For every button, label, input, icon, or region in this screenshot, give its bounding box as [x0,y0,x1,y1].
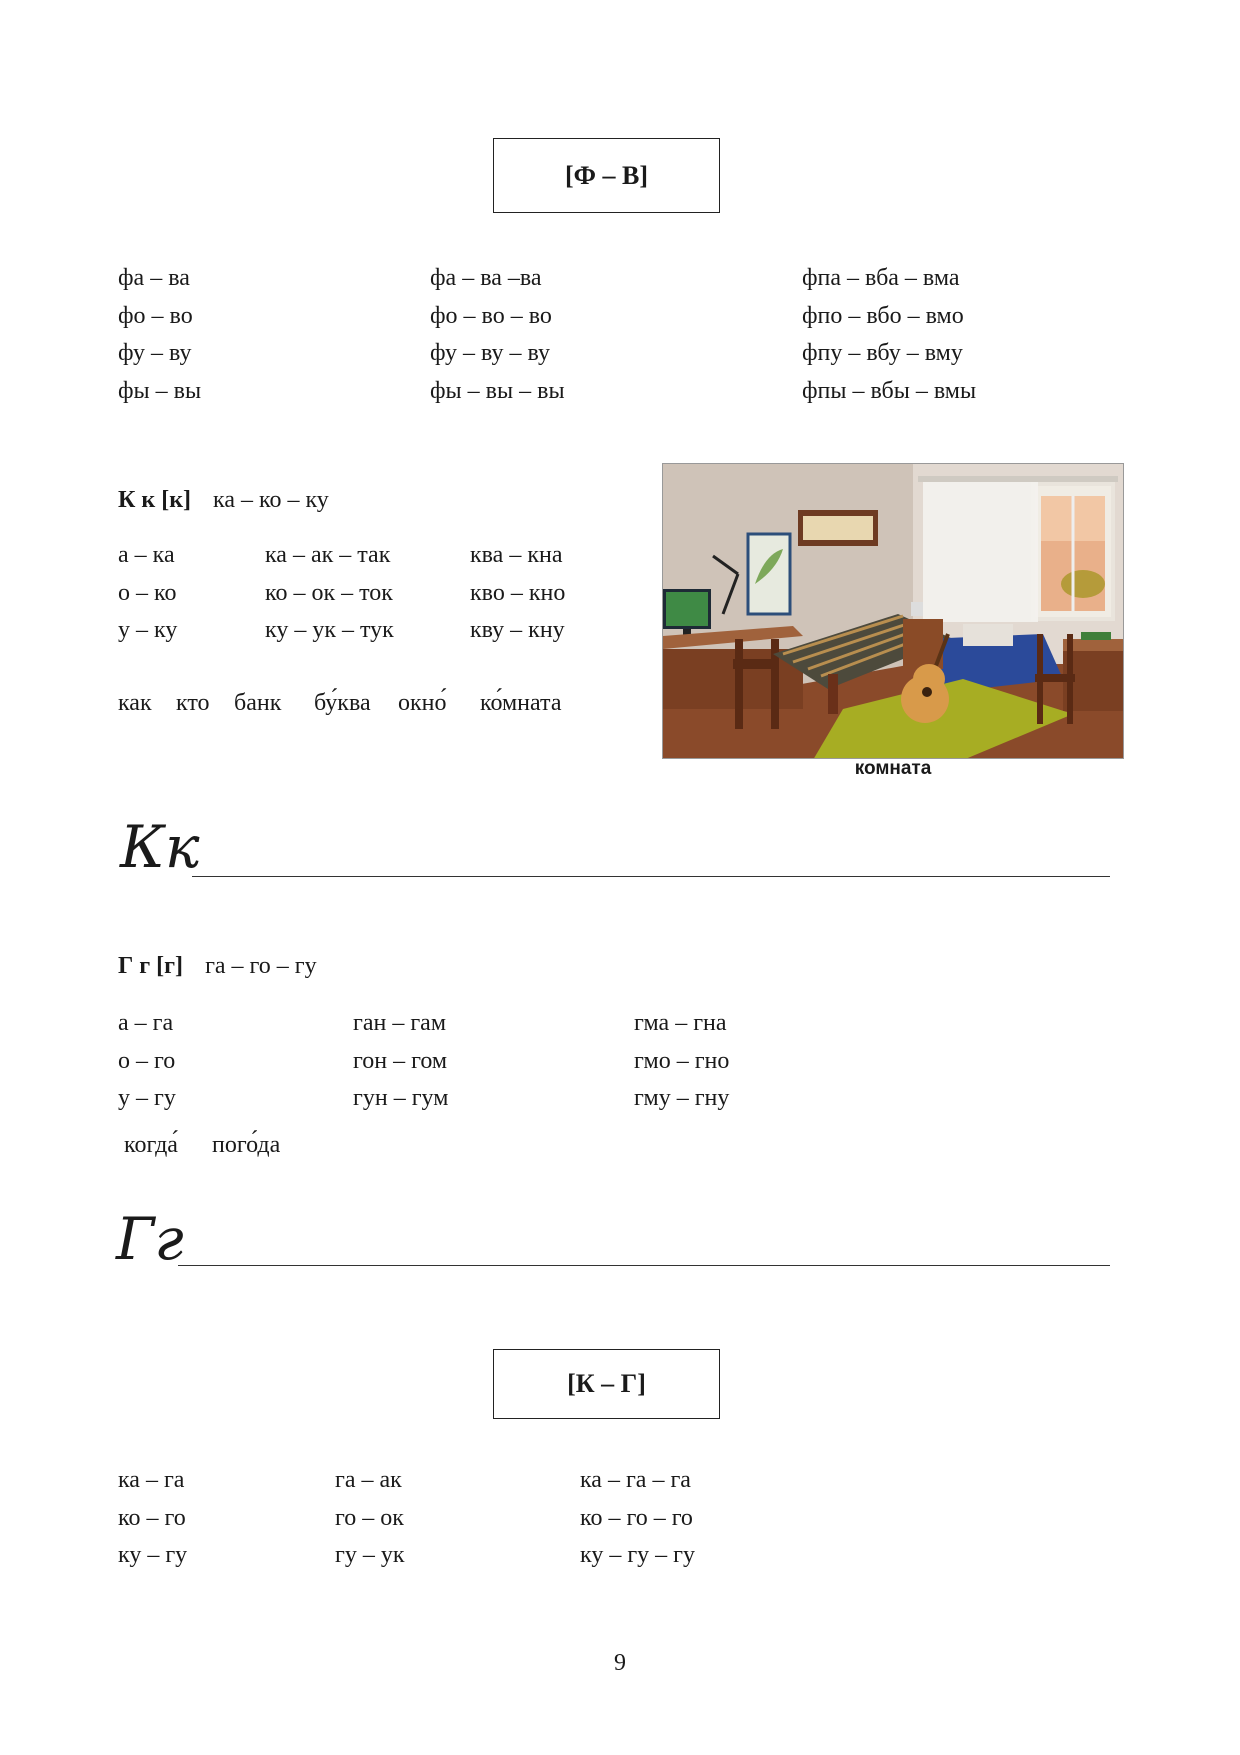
syllable-line: ка – ак – так [265,542,391,568]
syllable-line: фа – ва –ва [430,265,542,291]
syllable-line: о – го [118,1047,176,1074]
syllable-line: гун – гум [353,1085,449,1111]
syllable-line: ку – гу – гу [580,1542,696,1568]
g-words [124,1132,280,1159]
fv-column-2 [430,260,565,410]
word: когда́ [124,1132,178,1158]
syllable-line: фу – ву [118,340,192,366]
script-letter-g: Гг [116,1205,184,1273]
letter-k-label: К к [к] [118,487,192,513]
letter-k-syllables: ка – ко – ку [213,487,329,513]
script-letter-k: Кк [120,813,200,881]
word: банк [234,690,282,716]
syllable-line: фпо – вбо – вмо [802,302,964,329]
fv-column-1 [118,260,201,410]
syllable-line: го – ок [335,1504,404,1531]
syllable-line: га – ак [335,1467,402,1493]
section-title-kg-text: [К – Г] [567,1369,646,1398]
kg-column-1 [118,1462,187,1575]
syllable-line: гу – ук [335,1542,405,1568]
section-title-fv-text: [Ф – В] [565,160,648,190]
syllable-line: кву – кну [470,617,565,643]
syllable-line: фпа – вба – вма [802,265,960,291]
fv-column-3 [802,260,976,410]
syllable-line: гму – гну [634,1085,730,1111]
room-illustration [663,464,1124,759]
syllable-line: ку – ук – тук [265,617,394,643]
word: ко́мната [480,690,562,716]
section-title-fv [493,138,720,213]
syllable-line: фо – во [118,302,193,329]
word: бу́ква [314,690,371,716]
syllable-line: кво – кно [470,579,566,606]
syllable-line: а – га [118,1010,174,1036]
page-number: 9 [614,1650,626,1676]
syllable-line: фы – вы – вы [430,377,565,404]
kg-column-3 [580,1462,695,1575]
kg-column-2 [335,1462,405,1575]
word: окно́ [398,690,447,716]
syllable-line: ква – кна [470,542,563,568]
syllable-line: гмо – гно [634,1047,730,1074]
letter-g-label: Г г [г] [118,953,184,979]
syllable-line: ко – ок – ток [265,579,393,606]
syllable-line: а – ка [118,542,175,568]
g-column-2 [353,1005,448,1118]
syllable-line: гон – гом [353,1047,448,1074]
section-title-kg [493,1349,720,1419]
word: пого́да [212,1132,281,1158]
syllable-line: фу – ву – ву [430,340,550,366]
syllable-line: ка – га – га [580,1467,691,1493]
syllable-line: у – гу [118,1085,176,1111]
syllable-line: ка – га [118,1467,185,1493]
handwriting-line-g[interactable] [178,1265,1110,1266]
picture-caption: комната [854,758,932,779]
syllable-line: у – ку [118,617,178,643]
syllable-line: ко – го – го [580,1504,693,1531]
k-column-1 [118,537,177,650]
syllable-line: ко – го [118,1504,186,1531]
syllable-line: ку – гу [118,1542,188,1568]
syllable-line: фо – во – во [430,302,552,329]
syllable-line: гма – гна [634,1010,727,1036]
letter-g-syllables: га – го – гу [205,953,317,979]
syllable-line: о – ко [118,579,177,606]
word: как [118,690,152,716]
g-column-3 [634,1005,729,1118]
syllable-line: ган – гам [353,1010,447,1036]
room-picture [662,463,1124,759]
syllable-line: фпы – вбы – вмы [802,377,977,404]
letter-k-heading [118,487,329,514]
g-column-1 [118,1005,176,1118]
handwriting-line-k[interactable] [192,876,1110,877]
syllable-line: фа – ва [118,265,190,291]
k-column-3 [470,537,565,650]
letter-g-heading [118,953,317,980]
syllable-line: фы – вы [118,377,202,404]
word: кто [176,690,210,716]
syllable-line: фпу – вбу – вму [802,340,963,366]
k-words [118,690,561,717]
k-column-2 [265,537,394,650]
